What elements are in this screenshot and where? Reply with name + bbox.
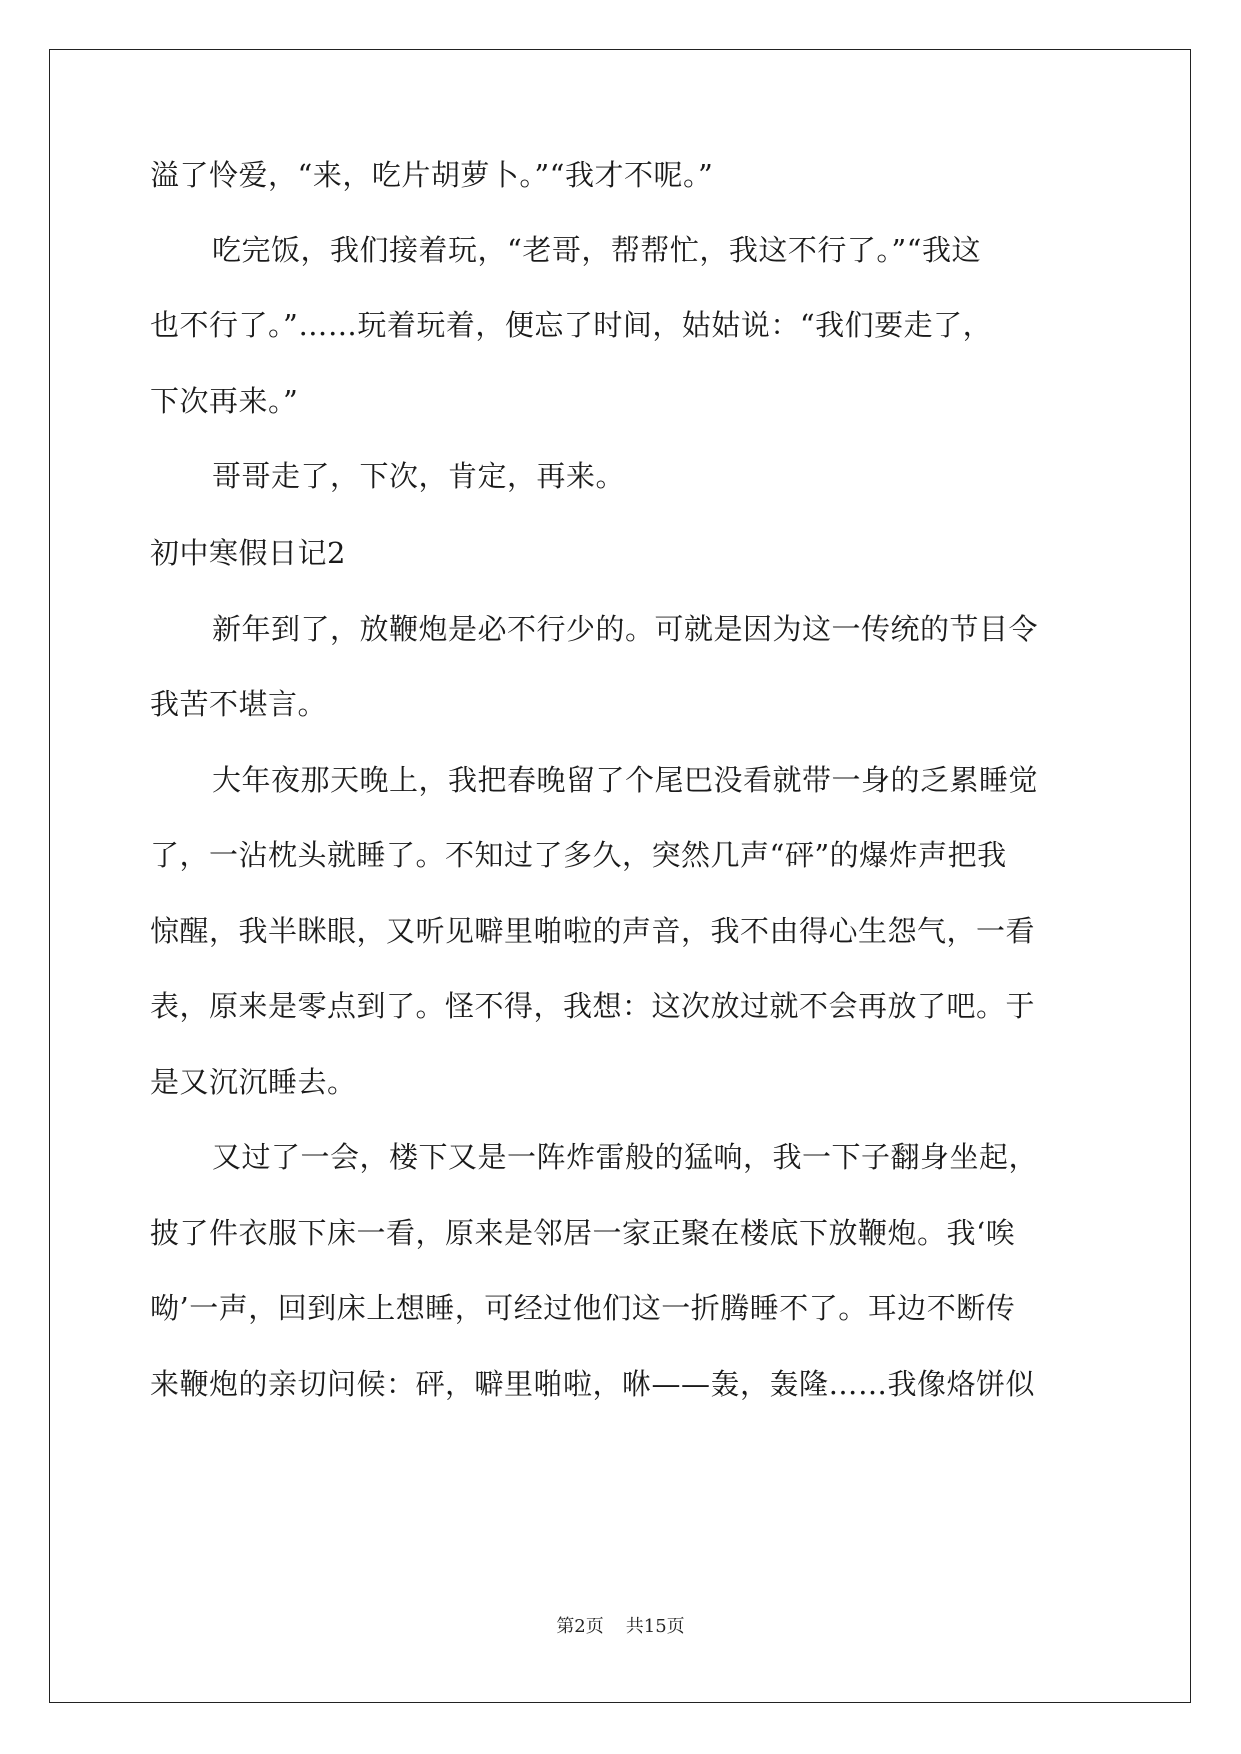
text-line: 溢了怜爱，“来，吃片胡萝卜。”“我才不呢。”: [150, 158, 714, 192]
text-line: 惊醒，我半眯眼，又听见噼里啪啦的声音，我不由得心生怨气，一看: [150, 914, 1036, 948]
page-border: [49, 49, 1191, 1703]
page-total: 共15页: [625, 1616, 685, 1637]
paragraph-start-line: 哥哥走了，下次，肯定，再来。: [212, 459, 626, 493]
paragraph-start-line: 又过了一会，楼下又是一阵炸雷般的猛响，我一下子翻身坐起，: [212, 1140, 1039, 1174]
text-line: 也不行了。”……玩着玩着，便忘了时间，姑姑说：“我们要走了，: [150, 308, 993, 342]
text-line: 下次再来。”: [150, 384, 299, 418]
paragraph-start-line: 吃完饭，我们接着玩，“老哥，帮帮忙，我这不行了。”“我这: [212, 233, 981, 267]
text-line: 披了件衣服下床一看，原来是邻居一家正聚在楼底下放鞭炮。我‘唉: [150, 1216, 1016, 1250]
section-heading: 初中寒假日记2: [150, 536, 346, 570]
text-line: 我苦不堪言。: [150, 687, 328, 721]
page-number: 第2页: [556, 1616, 604, 1637]
paragraph-start-line: 新年到了，放鞭炮是必不行少的。可就是因为这一传统的节目令: [212, 612, 1039, 646]
page-footer: [0, 1612, 1241, 1638]
text-line: 了，一沾枕头就睡了。不知过了多久，突然几声“砰”的爆炸声把我: [150, 838, 1007, 872]
text-line: 是又沉沉睡去。: [150, 1065, 357, 1099]
text-line: 表，原来是零点到了。怪不得，我想：这次放过就不会再放了吧。于: [150, 989, 1036, 1023]
text-line: 来鞭炮的亲切问候：砰，噼里啪啦，咻——轰，轰隆……我像烙饼似: [150, 1367, 1036, 1401]
paragraph-start-line: 大年夜那天晚上，我把春晚留了个尾巴没看就带一身的乏累睡觉: [212, 763, 1039, 797]
text-line: 呦’一声，回到床上想睡，可经过他们这一折腾睡不了。耳边不断传: [150, 1291, 1016, 1325]
